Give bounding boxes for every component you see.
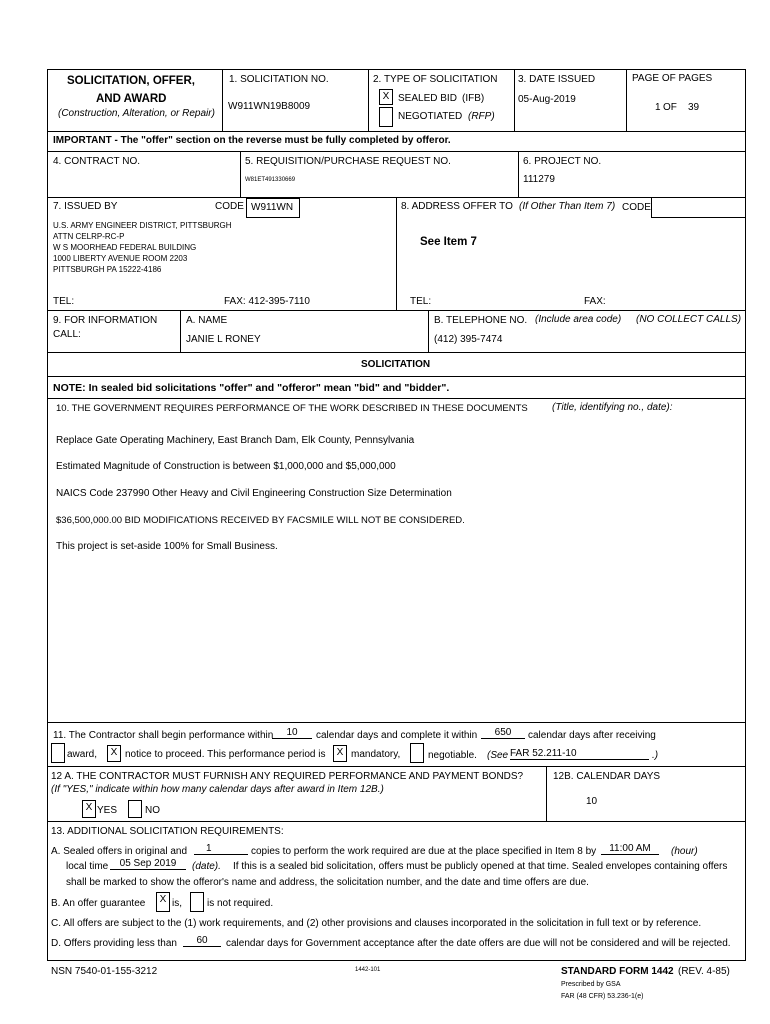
item13c-text: C. All offers are subject to the (1) work requirements, and (2) other provisions and clauses incorporated in the solicitation in full text or by reference. [51, 918, 702, 929]
requisition-value: W81ET491330669 [245, 177, 296, 183]
item10-line: NAICS Code 237990 Other Heavy and Civil Engineering Construction Size Determination [56, 488, 452, 499]
item13a-hour: (hour) [671, 846, 698, 857]
item13a-date-label: (date). [192, 861, 221, 872]
issued-by-address-line: W S MOORHEAD FEDERAL BUILDING [53, 243, 197, 252]
item13a-text: A. Sealed offers in original and [51, 846, 188, 857]
negotiated-label: NEGOTIATED [398, 111, 463, 122]
page-count: 39 [688, 102, 700, 113]
issued-by-code: W911WN [251, 202, 294, 213]
guarantee-is-checkbox[interactable]: X [156, 892, 170, 912]
form-code: 1442-101 [355, 967, 381, 973]
issued-by-label: 7. ISSUED BY [53, 201, 118, 212]
sealed-bid-sub: (IFB) [462, 93, 485, 104]
negotiable-checkbox[interactable] [410, 743, 424, 763]
date-issued-label: 3. DATE ISSUED [518, 74, 596, 85]
item10-note: (Title, identifying no., date): [552, 402, 673, 413]
guarantee-not-required-checkbox[interactable] [190, 892, 204, 912]
page-of: OF [663, 102, 677, 113]
issued-by-address-line: U.S. ARMY ENGINEER DISTRICT, PITTSBURGH [53, 221, 232, 230]
negotiable-label: negotiable. [428, 750, 477, 761]
item13d-text: calendar days for Government acceptance after the date offers are due will not be considered and will be rejected. [226, 938, 731, 949]
item10-line: Estimated Magnitude of Construction is between $1,000,000 and $5,000,000 [56, 461, 396, 472]
offer-to-note: (If Other Than Item 7) [519, 201, 616, 212]
guarantee-not-required-label: is not required. [207, 898, 274, 909]
item13a-text: copies to perform the work required are due at the place specified in Item 8 by [251, 846, 597, 857]
item10-line: This project is set-aside 100% for Small Business. [56, 541, 278, 552]
negotiated-checkbox[interactable] [379, 107, 393, 127]
info-name-value: JANIE L RONEY [186, 334, 261, 345]
mandatory-checkbox[interactable]: X [333, 745, 347, 762]
nsn-number: NSN 7540-01-155-3212 [51, 966, 158, 977]
complete-days-field[interactable]: 650 [481, 727, 525, 739]
requisition-label: 5. REQUISITION/PURCHASE REQUEST NO. [245, 156, 451, 167]
guarantee-is-label: is, [172, 898, 182, 909]
ntp-label: notice to proceed. This performance period is [125, 749, 326, 760]
offer-to-value: See Item 7 [420, 236, 477, 248]
project-no-label: 6. PROJECT NO. [523, 156, 602, 167]
solicitation-no-label: 1. SOLICITATION NO. [229, 74, 329, 85]
item13-label: 13. ADDITIONAL SOLICITATION REQUIREMENTS: [51, 826, 284, 837]
award-checkbox[interactable] [51, 743, 65, 763]
item13a-text: shall be marked to show the offeror's name and address, the solicitation number, and the date and time offers are due. [66, 877, 589, 888]
far-reference: FAR 52.211-10 [510, 748, 577, 759]
item12a-label: 12 A. THE CONTRACTOR MUST FURNISH ANY REQUIRED PERFORMANCE AND PAYMENT BONDS? [51, 771, 524, 782]
form-title-line1: SOLICITATION, OFFER, [67, 75, 195, 87]
item12a-note: (If "YES," indicate within how many calendar days after award in Item 12B.) [51, 784, 384, 795]
issued-by-address-line: ATTN CELRP-RC-P [53, 232, 125, 241]
copies-field[interactable]: 1 [194, 843, 248, 855]
form-title-line2: AND AWARD [96, 93, 167, 105]
prescribed-by: Prescribed by GSA [561, 981, 621, 988]
standard-form-title: STANDARD FORM 1442 [561, 966, 674, 977]
info-phone-value: (412) 395-7474 [434, 334, 503, 345]
issued-by-address-line: 1000 LIBERTY AVENUE ROOM 2203 [53, 254, 188, 263]
item13d-text: D. Offers providing less than [51, 938, 177, 949]
info-phone-note: (Include area code) [535, 314, 622, 325]
item11-text: calendar days and complete it within [316, 730, 478, 741]
info-label: 9. FOR INFORMATION [53, 315, 158, 326]
due-time-field[interactable]: 11:00 AM [601, 843, 659, 855]
item12b-label: 12B. CALENDAR DAYS [553, 771, 661, 782]
acceptance-days-field[interactable]: 60 [183, 935, 221, 947]
contract-no-label: 4. CONTRACT NO. [53, 156, 141, 167]
bonds-yes-label: YES [97, 805, 118, 816]
info-call-label: CALL: [53, 329, 81, 340]
date-issued-value: 05-Aug-2019 [518, 94, 576, 105]
item11-text: calendar days after receiving [528, 730, 656, 741]
issued-by-code-label: CODE [215, 201, 244, 212]
bonds-no-checkbox[interactable] [128, 800, 142, 818]
ntp-checkbox[interactable]: X [107, 745, 121, 762]
item10-line: Replace Gate Operating Machinery, East Branch Dam, Elk County, Pennsylvania [56, 435, 415, 446]
offer-to-code-label: CODE [622, 202, 651, 213]
mandatory-label: mandatory, [351, 749, 401, 760]
solicitation-heading: SOLICITATION [361, 359, 431, 370]
solicitation-no-value: W911WN19B8009 [228, 101, 311, 112]
item13a-text: If this is a sealed bid solicitation, offers must be publicly opened at that time. Sealed envelopes containing offers [233, 861, 728, 872]
info-phone-label: B. TELEPHONE NO. [434, 315, 528, 326]
important-note: IMPORTANT - The "offer" section on the reverse must be fully completed by offeror. [53, 135, 451, 146]
info-collect-note: (NO COLLECT CALLS) [636, 314, 742, 325]
item12b-value: 10 [586, 796, 598, 807]
bonds-yes-checkbox[interactable]: X [82, 800, 96, 818]
sealed-bid-label: SEALED BID [398, 93, 457, 104]
issued-by-fax: FAX: 412-395-7110 [224, 296, 310, 307]
offer-to-label: 8. ADDRESS OFFER TO [401, 201, 513, 212]
project-no-value: 111279 [523, 174, 555, 185]
bonds-no-label: NO [145, 805, 160, 816]
issued-by-tel-label: TEL: [53, 296, 75, 307]
item10-label: 10. THE GOVERNMENT REQUIRES PERFORMANCE OF THE WORK DESCRIBED IN THESE DOCUMENTS [56, 403, 528, 414]
sealed-bid-note: NOTE: In sealed bid solicitations "offer" and "offeror" mean "bid" and "bidder". [53, 382, 450, 394]
award-label: award, [67, 749, 98, 760]
far-reference-field[interactable] [510, 748, 649, 760]
begin-days-field[interactable]: 10 [272, 727, 312, 739]
sealed-bid-checkbox[interactable]: X [379, 89, 393, 105]
item10-line: $36,500,000.00 BID MODIFICATIONS RECEIVED BY FACSMILE WILL NOT BE CONSIDERED. [56, 515, 465, 526]
issued-by-address-line: PITTSBURGH PA 15222-4186 [53, 265, 162, 274]
see-close: .) [652, 750, 659, 761]
item13b-text: B. An offer guarantee [51, 898, 146, 909]
offer-to-tel-label: TEL: [410, 296, 432, 307]
far-citation: FAR (48 CFR) 53.236-1(e) [561, 993, 644, 1000]
due-date-field[interactable]: 05 Sep 2019 [110, 858, 186, 870]
form-revision: (REV. 4-85) [678, 966, 730, 977]
pages-label: PAGE OF PAGES [632, 73, 713, 84]
info-name-label: A. NAME [186, 315, 228, 326]
local-time-label: local time [66, 861, 109, 872]
negotiated-sub: (RFP) [468, 111, 495, 122]
offer-to-fax-label: FAX: [584, 296, 606, 307]
see-label: (See [487, 750, 509, 761]
solicitation-type-label: 2. TYPE OF SOLICITATION [373, 74, 498, 85]
page-number: 1 [655, 102, 661, 113]
form-subtitle: (Construction, Alteration, or Repair) [58, 108, 215, 119]
item11-text: 11. The Contractor shall begin performance within [53, 730, 274, 741]
